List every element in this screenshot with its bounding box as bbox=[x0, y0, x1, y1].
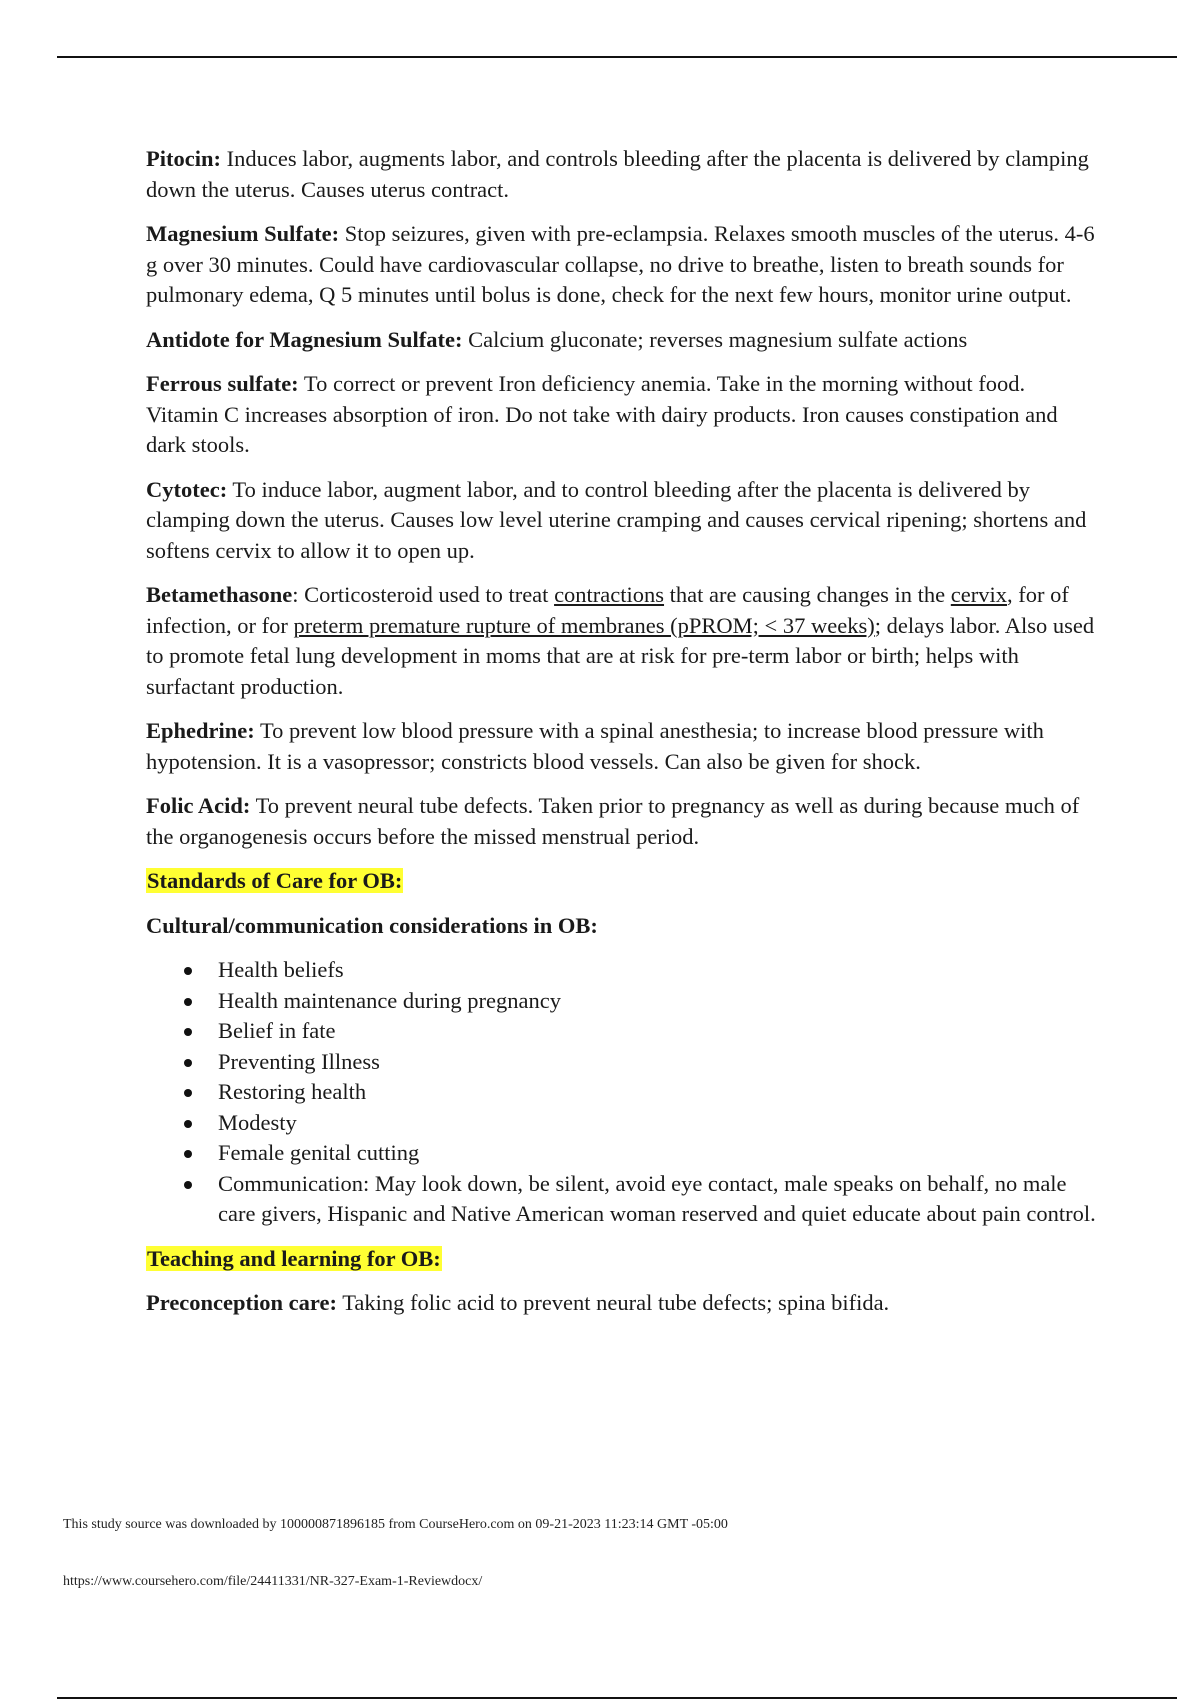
entry-text: To induce labor, augment labor, and to control bleeding after the placenta is delivered by clamping down the uterus. Causes low level uterine cramping and causes cervical ripening; shortens and softens cervix to allow it to open up. bbox=[146, 476, 1087, 563]
entry-term: Ferrous sulfate: bbox=[146, 371, 299, 396]
source-url[interactable]: https://www.coursehero.com/file/24411331/NR-327-Exam-1-Reviewdocx/ bbox=[63, 1574, 483, 1589]
entry-term: Betamethasone bbox=[146, 582, 293, 607]
list-item bbox=[218, 1077, 1096, 1108]
download-notice: This study source was downloaded by 100000871896185 from CourseHero.com on 09-21-2023 11:23:14 GMT -05:00 bbox=[63, 1517, 728, 1532]
list-item bbox=[218, 986, 1096, 1017]
list-item-text: Modesty bbox=[218, 1109, 297, 1135]
underlined-text: cervix bbox=[950, 582, 1008, 607]
bullet-icon bbox=[184, 998, 192, 1006]
list-item-text: Female genital cutting bbox=[218, 1140, 420, 1165]
entry-term: Pitocin: bbox=[146, 146, 221, 171]
document-body bbox=[146, 144, 1096, 1333]
bullet-icon bbox=[184, 1181, 192, 1189]
entry-text: , for of infection, or for bbox=[146, 582, 1069, 638]
entry-term: Magnesium Sulfate: bbox=[146, 221, 340, 246]
teaching-heading bbox=[146, 1244, 1096, 1275]
entry-ferrous-sulfate bbox=[146, 369, 1096, 461]
highlighted-heading: Standards of Care for OB: bbox=[147, 868, 403, 893]
entry-folic-acid bbox=[146, 791, 1096, 852]
entry-cytotec bbox=[146, 475, 1096, 567]
entry-text: To correct or prevent Iron deficiency anemia. Take in the morning without food. Vitamin C increases absorption of iron. Do not take with dairy products. Iron causes constipation and dark stools. bbox=[146, 371, 1058, 457]
entry-term: Antidote for Magnesium Sulfate: bbox=[146, 326, 463, 352]
entry-text: Stop seizures, given with pre-eclampsia. Relaxes smooth muscles of the uterus. 4-6 g over 30 minutes. Could have cardiovascular collapse, no drive to breathe, listen to breath sounds for pulmonary edema, Q 5 minutes until bolus is done, check for the next few hours, monitor urine output. bbox=[146, 221, 1095, 307]
entry-text: : Corticosteroid used to treat bbox=[292, 582, 555, 607]
highlighted-heading: Teaching and learning for OB: bbox=[147, 1245, 441, 1271]
list-item bbox=[218, 1016, 1096, 1047]
bullet-icon bbox=[184, 1028, 192, 1036]
bullet-icon bbox=[184, 1089, 192, 1097]
list-item bbox=[218, 1138, 1096, 1169]
bullet-icon bbox=[184, 1120, 192, 1128]
entry-text: Taking folic acid to prevent neural tube defects; spina bifida. bbox=[336, 1290, 890, 1315]
entry-text: Induces labor, augments labor, and controls bleeding after the placenta is delivered by clamping down the uterus. Causes uterus contract. bbox=[146, 146, 1089, 202]
list-item bbox=[218, 1047, 1096, 1078]
list-item-text: Restoring health bbox=[218, 1079, 367, 1104]
list-item-text: Preventing Illness bbox=[218, 1048, 380, 1074]
entry-ephedrine bbox=[146, 716, 1096, 777]
list-item-text: Communication: May look down, be silent, avoid eye contact, male speaks on behalf, no male care givers, Hispanic and Native American woman reserved and quiet educate about pain control. bbox=[218, 1170, 1096, 1226]
entry-text: To prevent low blood pressure with a spinal anesthesia; to increase blood pressure with hypotension. It is a vasopressor; constricts blood vessels. Can also be given for shock. bbox=[146, 718, 1044, 774]
list-item-text: Health beliefs bbox=[218, 957, 344, 982]
bullet-icon bbox=[184, 1150, 192, 1158]
bullet-icon bbox=[184, 967, 192, 975]
entry-text: To prevent neural tube defects. Taken prior to pregnancy as well as during because much of the organogenesis occurs before the missed menstrual period. bbox=[146, 793, 1080, 849]
entry-term: Preconception care: bbox=[146, 1290, 337, 1315]
standards-heading bbox=[146, 866, 1096, 897]
underlined-text: preterm premature rupture of membranes (pPROM; < 37 weeks) bbox=[293, 612, 875, 638]
entry-text: that are causing changes in the bbox=[664, 582, 951, 607]
entry-pitocin bbox=[146, 144, 1096, 205]
entry-term: Cytotec: bbox=[146, 476, 228, 502]
entry-text: ; delays labor. Also used to promote fetal lung development in moms that are at risk for pre-term labor or birth; helps with surfactant production. bbox=[146, 612, 1095, 699]
list-item bbox=[218, 955, 1096, 986]
considerations-list bbox=[146, 955, 1096, 1230]
bullet-icon bbox=[184, 1059, 192, 1067]
top-rule bbox=[57, 56, 1177, 58]
entry-betamethasone bbox=[146, 580, 1096, 702]
list-item-text: Health maintenance during pregnancy bbox=[218, 987, 561, 1013]
cultural-heading: Cultural/communication considerations in OB: bbox=[146, 912, 598, 938]
list-item bbox=[218, 1108, 1096, 1139]
bottom-rule bbox=[57, 1697, 1177, 1699]
entry-preconception bbox=[146, 1288, 1096, 1319]
underlined-text: contractions bbox=[554, 582, 665, 607]
entry-text: Calcium gluconate; reverses magnesium sulfate actions bbox=[462, 326, 968, 352]
list-item bbox=[218, 1169, 1096, 1230]
entry-antidote bbox=[146, 325, 1096, 356]
entry-term: Ephedrine: bbox=[146, 718, 255, 743]
list-item-text: Belief in fate bbox=[218, 1018, 336, 1043]
entry-magnesium-sulfate bbox=[146, 219, 1096, 311]
entry-term: Folic Acid: bbox=[146, 793, 251, 818]
